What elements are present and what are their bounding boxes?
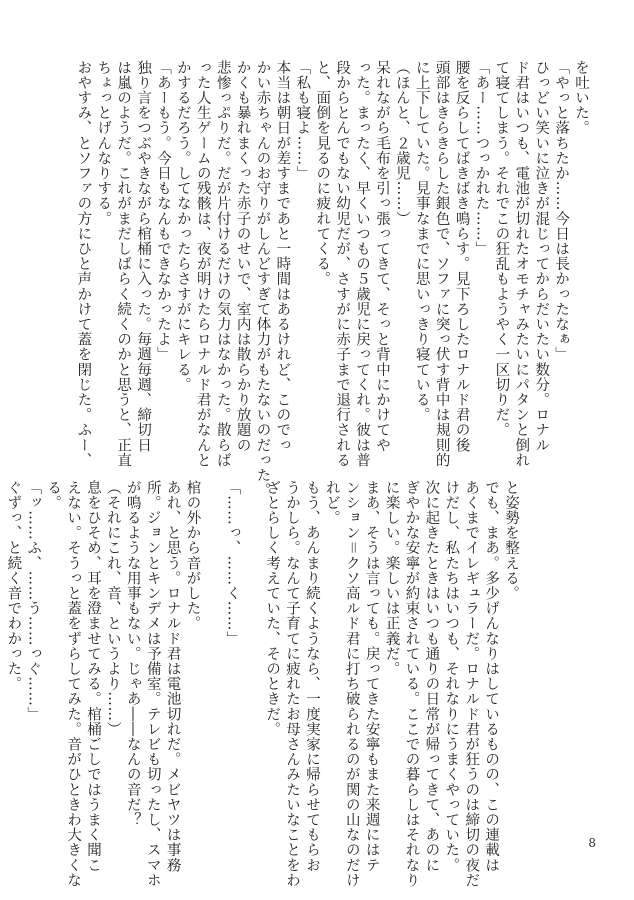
text-line: と、面倒を見るのに疲れてくる。 [314,60,331,287]
text-line: 腰を反らしてばきばき鳴らす。見下ろしたロナルド君の後 [453,60,470,453]
text-line: に上下していた。見事なまでに思いっきり寝ている。 [413,60,430,423]
text-line: うかしら。なんて子育てに疲れたお母さんみたいなことをわ [284,480,301,888]
text-line: ざとらしく考えていた、そのときだ。 [264,480,281,737]
text-line: あれ、と思う。ロナルド君は電池切れだ。メビヤツは事務 [164,480,181,873]
top-text-block [72,60,590,498]
text-line: 悲惨っぷりだ。だが片付けるだけの気力はなかった。散らば [214,60,231,468]
text-line: 呆れながら毛布を引っ張ってきて、そっと背中にかけてや [373,60,390,453]
bottom-text-block [2,480,520,888]
text-line: えない。そうっと蓋をずらしてみた。音がひときわ大きくな [65,480,82,888]
text-line: と姿勢を整える。 [503,480,519,601]
text-line: を吐いた。 [573,60,589,136]
text-line: （それにこれ、音、というより……） [104,480,121,737]
text-line: 独り言をつぶやきながら棺桶に入った。毎週毎週、締切日 [135,60,152,453]
text-line: まあ、そうは言っても。戻ってきた安寧もまた来週にはテ [363,480,380,873]
text-line: が鳴るような用事もない。じゃあ――なんの音だ？ [124,480,141,828]
text-line: ぎやかな安寧が約束されている。ここでの暮らしはそれなり [403,480,420,888]
text-line: った。まったく、早くいつもの５歳児に戻ってくれ。彼は普 [354,60,371,468]
text-line: 「あー……つっかれた……」 [473,60,490,257]
text-line: あくまでイレギュラーだ。ロナルド君が狂うのは締切の夜だ [463,480,480,888]
text-line: ンション＝クソ高ルド君に打ち破られるのが関の山なのだけ [343,480,360,888]
text-line: 「ッ……ふ、……う……っぐ……」 [25,480,42,722]
text-line: ちょっとげんなりする。 [95,60,112,227]
text-line: かくも暴れまくった赤子のせいで、室内は散らかり放題の [234,60,251,453]
text-line [241,480,261,830]
text-line: 次に起きたときはいつも通りの日常が帰ってきて、あのに [423,480,440,873]
text-line: ひっどい笑いに泣きが混じってからだいたい数分。ロナル [533,60,550,453]
text-line: 段からとんでもない幼児だが、さすがに赤子まで退行される [334,60,351,468]
text-line: て寝てしまう。それでこの狂乱もようやく一区切りだ。 [493,60,510,438]
text-line: は嵐のようだ。これがまだしばらく続くのかと思うと、正直 [115,60,132,468]
text-line: ド君はいつも、電池が切れたオモチャみたいにパタンと倒れ [513,60,530,468]
text-line: ぐずっ、と続く音でわかった。 [5,480,22,692]
text-line: 「私も寝よ……」 [294,60,311,181]
text-line: った人生ゲームの残骸は、夜が明けたらロナルド君がなんと [194,60,211,468]
text-line: る。 [45,480,62,511]
text-line [202,480,222,830]
text-line: 所。ジョンとキンデメは予備室。テレビも切ったし、スマホ [144,480,161,888]
text-line: （ほんと、２歳児……） [393,60,410,227]
text-line: 本当は朝日が差すまであと一時間はあるけれど、このでっ [274,60,291,453]
text-line: おやすみ、とソファの方にひと声かけて蓋を閉じた。ふー、 [75,60,92,468]
text-line: かい赤ちゃんのお守りがしんどすぎて体力がもたないのだった。 [254,60,271,498]
text-line: 頭部はきらきらした銀色で、ソファに突っ伏す背中は規則的 [433,60,450,468]
text-line: 「……っ、……く……」 [224,480,241,647]
text-line: けだし、私たちはいつも、それなりにうまくやっていた。 [443,480,460,873]
text-line: れど。 [323,480,340,526]
text-line: 「やっと落ちたか……今日は長かったなぁ」 [553,60,570,362]
text-line: 息をひそめ、耳を澄ませてみる。棺桶ごしではうまく聞こ [84,480,101,873]
text-line: もう、あんまり続くようなら、一度実家に帰らせてもらお [303,480,320,873]
text-line: に楽しい。楽しいは正義だ。 [383,480,400,677]
page-number: 8 [588,836,596,850]
text-line: かするだろう。してなかったらさすがにキレる。 [174,60,191,393]
text-line: でも、まあ。多少げんなりはしているものの、この連載は [483,480,500,873]
text-line: 棺の外から音がした。 [184,480,201,631]
text-line: 「あーもう。今日もなんもできなかったよ」 [154,60,171,362]
